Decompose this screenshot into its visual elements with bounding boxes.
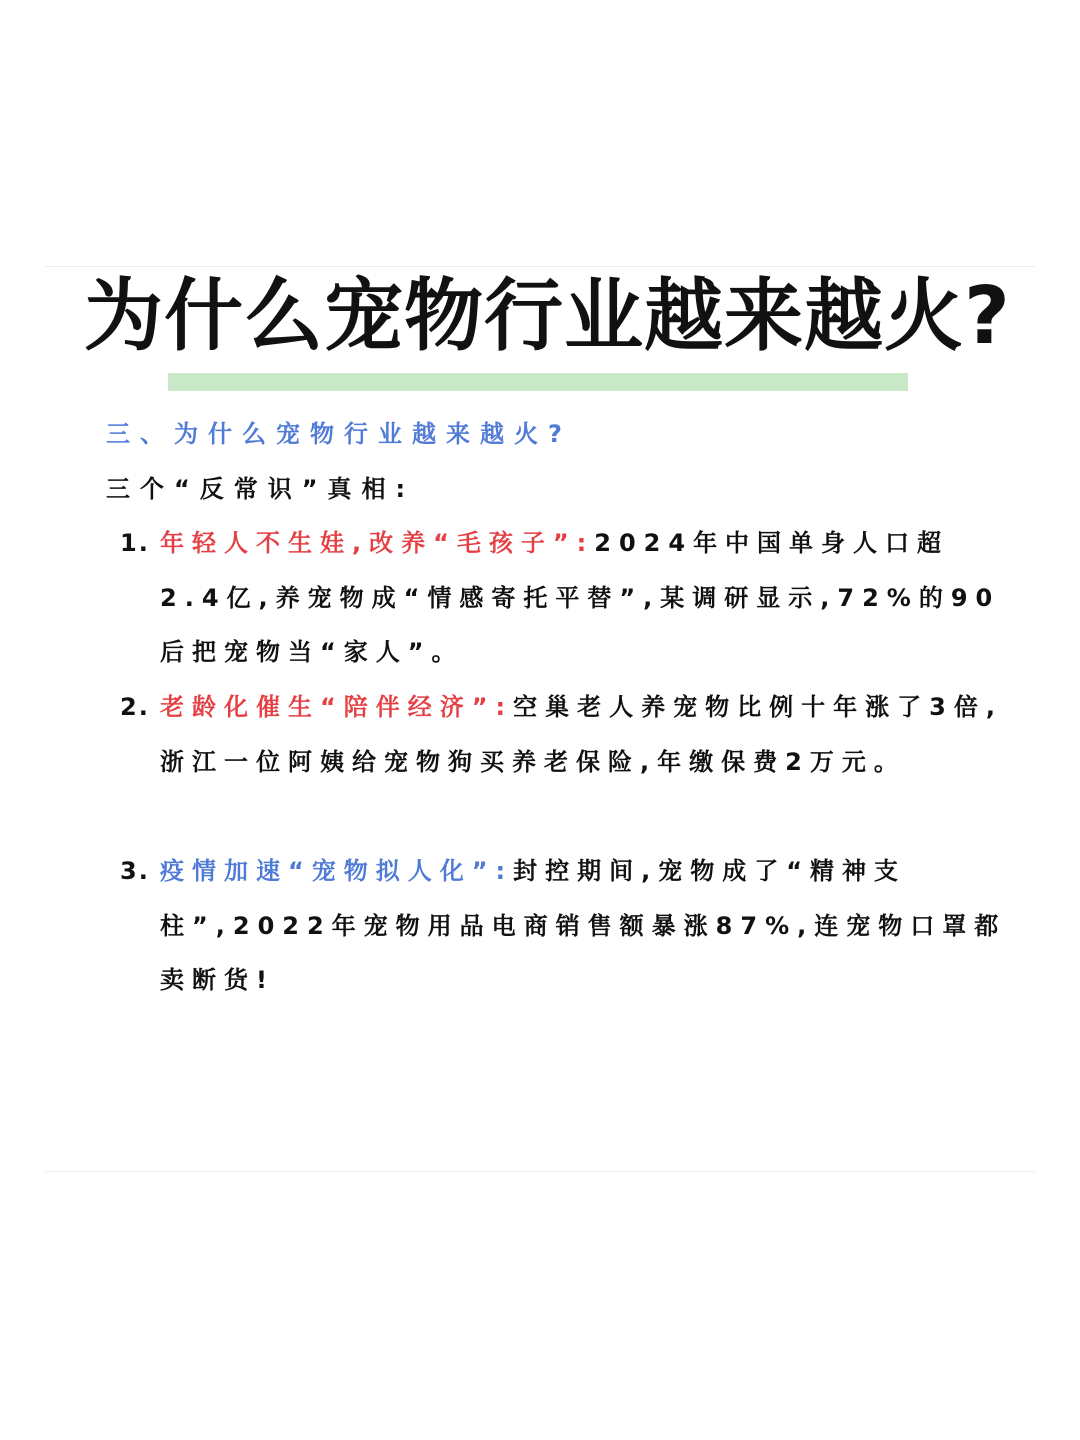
- list-item-number: 1.: [120, 529, 150, 557]
- list-item-highlight: 年轻人不生娃,改养“毛孩子”:: [160, 529, 595, 557]
- section-heading: 三、为什么宠物行业越来越火?: [106, 420, 572, 448]
- list-item-body: [120, 516, 1015, 680]
- list-item-text: 2024年中国单身人口超2.4亿,养宠物成“情感寄托平替”,某调研显示,72%的90后把宠物当“家人”。: [160, 529, 1001, 667]
- list-item-number: 2.: [120, 693, 150, 721]
- top-divider: [45, 266, 1035, 267]
- subheading: 三个“反常识”真相:: [106, 475, 416, 503]
- list-item-text: 空巢老人养宠物比例十年涨了3倍,浙江一位阿姨给宠物狗买养老保险,年缴保费2万元。: [160, 693, 1003, 776]
- list-item: [120, 516, 1015, 680]
- list-item-highlight: 老龄化催生“陪伴经济”:: [160, 693, 514, 721]
- list-item-highlight: 疫情加速“宠物拟人化”:: [160, 857, 514, 885]
- page-title: 为什么宠物行业越来越火?: [84, 270, 1011, 362]
- list-item-body: [120, 844, 1015, 1008]
- list-item: [120, 680, 1015, 789]
- title-underline-bar: [168, 373, 908, 391]
- list-item: [120, 844, 1015, 1008]
- list-item-text: 封控期间,宠物成了“精神支柱”,2022年宠物用品电商销售额暴涨87%,连宠物口罩都卖断货!: [160, 857, 1007, 995]
- list-item-number: 3.: [120, 857, 150, 885]
- list-item-body: [120, 680, 1015, 789]
- bottom-divider: [45, 1171, 1035, 1172]
